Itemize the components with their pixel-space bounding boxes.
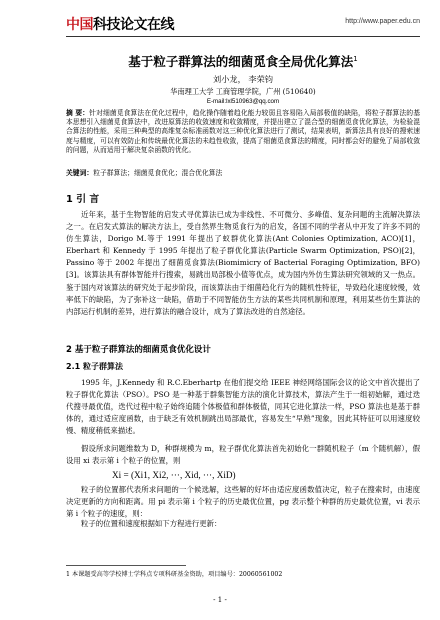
section-1-paragraph: 近年来，基于生物智能的启发式寻优算法已成为非线性、不可微分、多峰值、复杂问题的主流解决算法之一。在启发式算法的解决方法上，受自然界生物觅食行为的启发，各国不同的学者从中开发了许多不同的仿生算法，Dorigo M.等于 1991 年提出了蚁群优化算法(Ant Colonies Optimization, ACO)[1]，Eberhart 和 Kennedy 于 1995 年提出了粒子群优化算法(Particle Swarm Optimization, PSO)[2]，Passino 等于 2002 年提出了细菌觅食算法(Biomimicry of Bacterial Foraging Optimization, BFO)[3]。该算法具有群体智能并行搜索，易跳出局部极小值等优点，成为国内外仿生算法研究领域的又一热点。鉴于国内对该算法的研究处于起步阶段，而该算法由于细菌趋化行为的随机性特征，导致趋化速度较慢，效率低下的缺陷，为了弥补这一缺陷，借助于不同智能仿生方法的某些共同机制和原理，利用某些仿生算法的内部运行机制的差异，进行算法的融合设计，成为了算法改进的自然途径。 — [66, 210, 420, 316]
keywords-text: 粒子群算法；细菌觅食优化；混合优化算法 — [93, 169, 223, 177]
abstract-label: 摘 要： — [66, 109, 90, 117]
page-number: - 1 - — [213, 596, 227, 604]
paper-title-text: 基于粒子群算法的细菌觅食全局优化算法 — [128, 54, 354, 69]
paper-affiliation: 华南理工大学 工商管理学院，广州 (510640) — [170, 87, 316, 96]
paper-title — [66, 52, 420, 70]
abstract-text: 针对细菌觅食算法在优化过程中，趋化操作随着趋化能力较弱且容易陷入局部极值的缺陷，将粒子群算法的基本思想引入细菌觅食算法中，改进原算法的收敛速度和收敛精度，并提出建立了混合型的细菌觅食优化算法，为检验混合算法的性能，采用三种典型的高维复杂标准函数对这三种优化算法进行了测试，结果表明，新算法具有良好的搜索速度与精度，可以有效防止和传统最优化算法的未趋性收敛，提高了细菌觅食算法的精度，同时都会好的避免了局部收敛的问题，从而适用于解决复杂函数的优化。 — [66, 109, 420, 154]
paper-authors: 刘小龙， 李荣钧 — [213, 74, 273, 84]
abstract — [66, 109, 420, 155]
section-2-1-paragraph-4: 粒子的位置和速度根据如下方程进行更新： — [81, 519, 222, 528]
site-header — [66, 14, 420, 32]
section-2-1-paragraph-1: 1995 年，J.Kennedy 和 R.C.Eberhartp 在他们提交给 IEEE 神经网络国际会议的论文中首次提出了粒子群优化算法（PSO）。PSO 是一种基于群集智能方法的演化计算技术，算法产生于一组初始解，通过迭代搜寻最优值，迭代过程中粒子始终追随个体极值和群体极值，同其它进化算法一样，PSO 算法也是基于群体的，通过适应度函数，由于缺乏有效机制跳出局部最优，容易发生“早熟”现象，因此其特征可以用速度较慢、精度稍低来描述。 — [66, 378, 420, 436]
author-email[interactable]: E-mail:lxl510963@qq.com — [206, 98, 280, 105]
site-url[interactable]: http://www.paper.edu.cn — [345, 18, 420, 25]
footnote: 1 本课题受高等学校博士学科点专项科研基金资助，项目编号：20060561002 — [66, 571, 283, 578]
logo-red-text: 中国 — [66, 16, 93, 32]
keywords-label: 关键词： — [66, 169, 94, 177]
keywords — [66, 167, 420, 177]
section-2-1-paragraph-3: 粒子的位置都代表所求问题的一个候选解，这些解的好坏由适应度函数值决定，粒子在搜索时，由速度决定更新的方向和距离。用 pi 表示第 i 个粒子的历史最优位置，pg 表示整个种群的历史最优位置，vi 表示第 i 个粒子的速度，则： — [66, 485, 420, 519]
position-formula: Xi = (Xi1, Xi2, ···, Xid, ···, XiD) — [112, 470, 236, 480]
title-footnote-mark: 1 — [353, 54, 358, 63]
section-2-heading: 2 基于粒子群算法的细菌觅食优化设计 — [66, 345, 211, 355]
section-2-1-paragraph-2: 假设所求问题维数为 D，种群规模为 m，粒子群优化算法首先初始化一群随机粒子（m 个随机解），假设用 xi 表示第 i 个粒子的位置，则 — [66, 444, 420, 466]
header-rule — [66, 36, 420, 37]
site-logo[interactable] — [66, 14, 174, 34]
section-1-heading: 1 引 言 — [66, 194, 100, 205]
footnote-rule — [66, 565, 186, 566]
logo-black-text: 科技论文在线 — [93, 16, 174, 32]
section-2-1-heading: 2.1 粒子群算法 — [66, 362, 123, 371]
